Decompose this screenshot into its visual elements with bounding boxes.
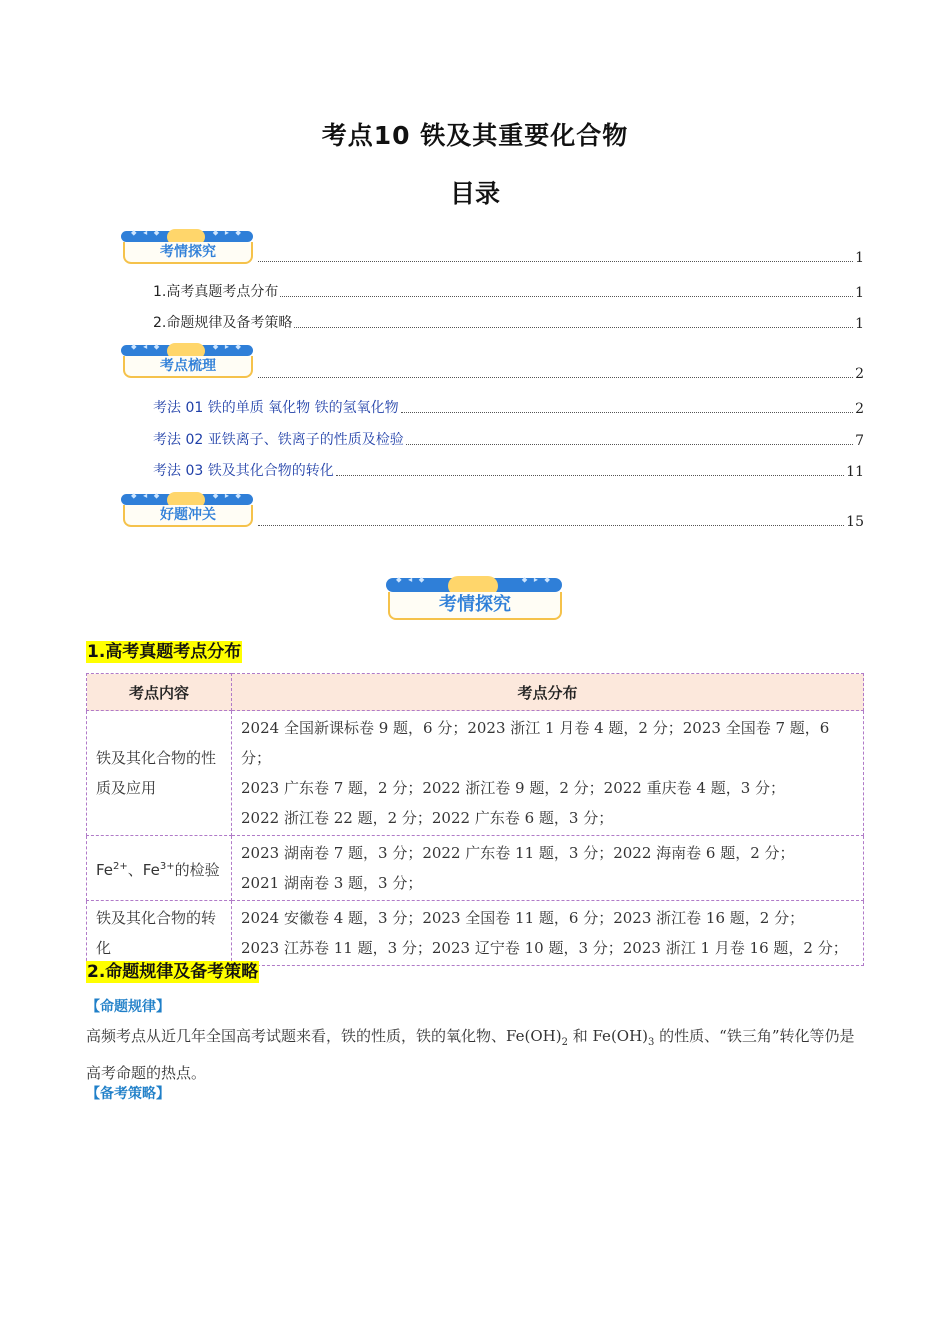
table-row — [87, 711, 864, 836]
toc-page-number: 2 — [855, 401, 864, 417]
toc-page-number: 1 — [855, 250, 864, 266]
toc-label: 考法 01 铁的单质 氧化物 铁的氢氧化物 — [153, 400, 399, 416]
distribution-cell — [232, 901, 864, 966]
toc-leader — [258, 524, 844, 526]
distribution-line: 2023 江苏卷 11 题，3 分；2023 辽宁卷 10 题，3 分；2023 浙江 1 月卷 16 题，2 分； — [241, 939, 848, 957]
toc-leader — [294, 326, 853, 328]
badge-label: 考情探究 — [123, 242, 253, 264]
toc-entry-3[interactable] — [153, 397, 864, 417]
toc-entry-1[interactable] — [153, 281, 864, 301]
paragraph-text: 高频考点从近几年全国高考试题来看，铁的性质，铁的氧化物、Fe(OH) — [86, 1027, 562, 1045]
toc-entry-2[interactable] — [153, 312, 864, 332]
toc-leader — [280, 295, 853, 297]
toc-page-number: 1 — [855, 285, 864, 301]
table-header-cell: 考点内容 — [87, 674, 232, 711]
distribution-line: 2024 全国新课标卷 9 题，6 分；2023 浙江 1 月卷 4 题，2 分；2023 全国卷 7 题，6 分； — [241, 719, 830, 767]
toc-entry-4[interactable] — [153, 429, 864, 449]
page-title: 考点10 铁及其重要化合物 — [321, 121, 629, 150]
toc-badge-kaodian[interactable] — [121, 343, 253, 379]
toc-leader — [401, 411, 853, 413]
topic-cell — [87, 836, 232, 901]
toc-entry-badge2[interactable] — [256, 366, 864, 382]
exam-distribution-table — [86, 673, 864, 966]
toc-page-number: 2 — [855, 366, 864, 382]
topic-cell: 铁及其化合物的性质及应用 — [87, 711, 232, 836]
toc-label: 考法 03 铁及其化合物的转化 — [153, 463, 334, 479]
toc-leader — [258, 376, 853, 378]
paragraph-text: 的性质、“铁三角”转化等仍是高考命题的热点。 — [86, 1027, 855, 1082]
distribution-line: 2022 浙江卷 22 题，2 分；2022 广东卷 6 题，3 分； — [241, 809, 614, 827]
table-header-row — [87, 674, 864, 711]
distribution-line: 2024 安徽卷 4 题，3 分；2023 全国卷 11 题，6 分；2023 浙江卷 16 题，2 分； — [241, 909, 805, 927]
toc-badge-kaoqing[interactable] — [121, 229, 253, 265]
table-row — [87, 836, 864, 901]
distribution-line: 2023 湖南卷 7 题，3 分；2022 广东卷 11 题，3 分；2022 海南卷 6 题，2 分； — [241, 844, 795, 862]
toc-page-number: 15 — [846, 514, 864, 530]
topic-text: Fe — [96, 860, 114, 879]
toc-label: 2.命题规律及备考策略 — [153, 315, 293, 331]
distribution-cell — [232, 836, 864, 901]
toc-page-number: 1 — [855, 316, 864, 332]
section1-heading: 1.高考真题考点分布 — [87, 642, 242, 662]
distribution-line: 2021 湖南卷 3 题，3 分； — [241, 874, 423, 892]
section2-heading: 2.命题规律及备考策略 — [87, 962, 259, 982]
toc-entry-badge3[interactable] — [256, 514, 864, 530]
toc-label: 考法 02 亚铁离子、铁离子的性质及检验 — [153, 432, 404, 448]
section-badge — [386, 576, 562, 622]
toc-page-number: 11 — [846, 464, 864, 480]
toc-leader — [336, 474, 844, 476]
toc-entry-5[interactable] — [153, 460, 864, 480]
toc-label: 1.高考真题考点分布 — [153, 284, 279, 300]
subheading-strategy: 【备考策略】 — [86, 1086, 170, 1102]
charge-superscript: 3+ — [159, 860, 175, 872]
badge-label: 好题冲关 — [123, 505, 253, 527]
toc-leader — [258, 260, 853, 262]
paragraph-text: 和 Fe(OH) — [567, 1027, 649, 1045]
subheading-pattern: 【命题规律】 — [86, 999, 170, 1015]
distribution-line: 2023 广东卷 7 题，2 分；2022 浙江卷 9 题，2 分；2022 重庆卷 4 题，3 分； — [241, 779, 786, 797]
badge-label: 考点梳理 — [123, 356, 253, 378]
table-header-cell: 考点分布 — [232, 674, 864, 711]
toc-page-number: 7 — [855, 433, 864, 449]
badge-label: 考情探究 — [388, 592, 562, 620]
formula-subscript: 2 — [561, 1037, 568, 1048]
pattern-paragraph — [86, 1021, 866, 1088]
charge-superscript: 2+ — [113, 860, 128, 872]
toc-leader — [406, 443, 853, 445]
topic-text: 、Fe — [127, 860, 160, 879]
toc-title: 目录 — [449, 179, 500, 208]
formula-subscript: 3 — [648, 1037, 655, 1048]
table-row — [87, 901, 864, 966]
distribution-cell — [232, 711, 864, 836]
topic-text: 的检验 — [174, 860, 220, 879]
toc-entry-badge1[interactable] — [256, 250, 864, 266]
topic-cell: 铁及其化合物的转化 — [87, 901, 232, 966]
toc-badge-haoti[interactable] — [121, 492, 253, 528]
